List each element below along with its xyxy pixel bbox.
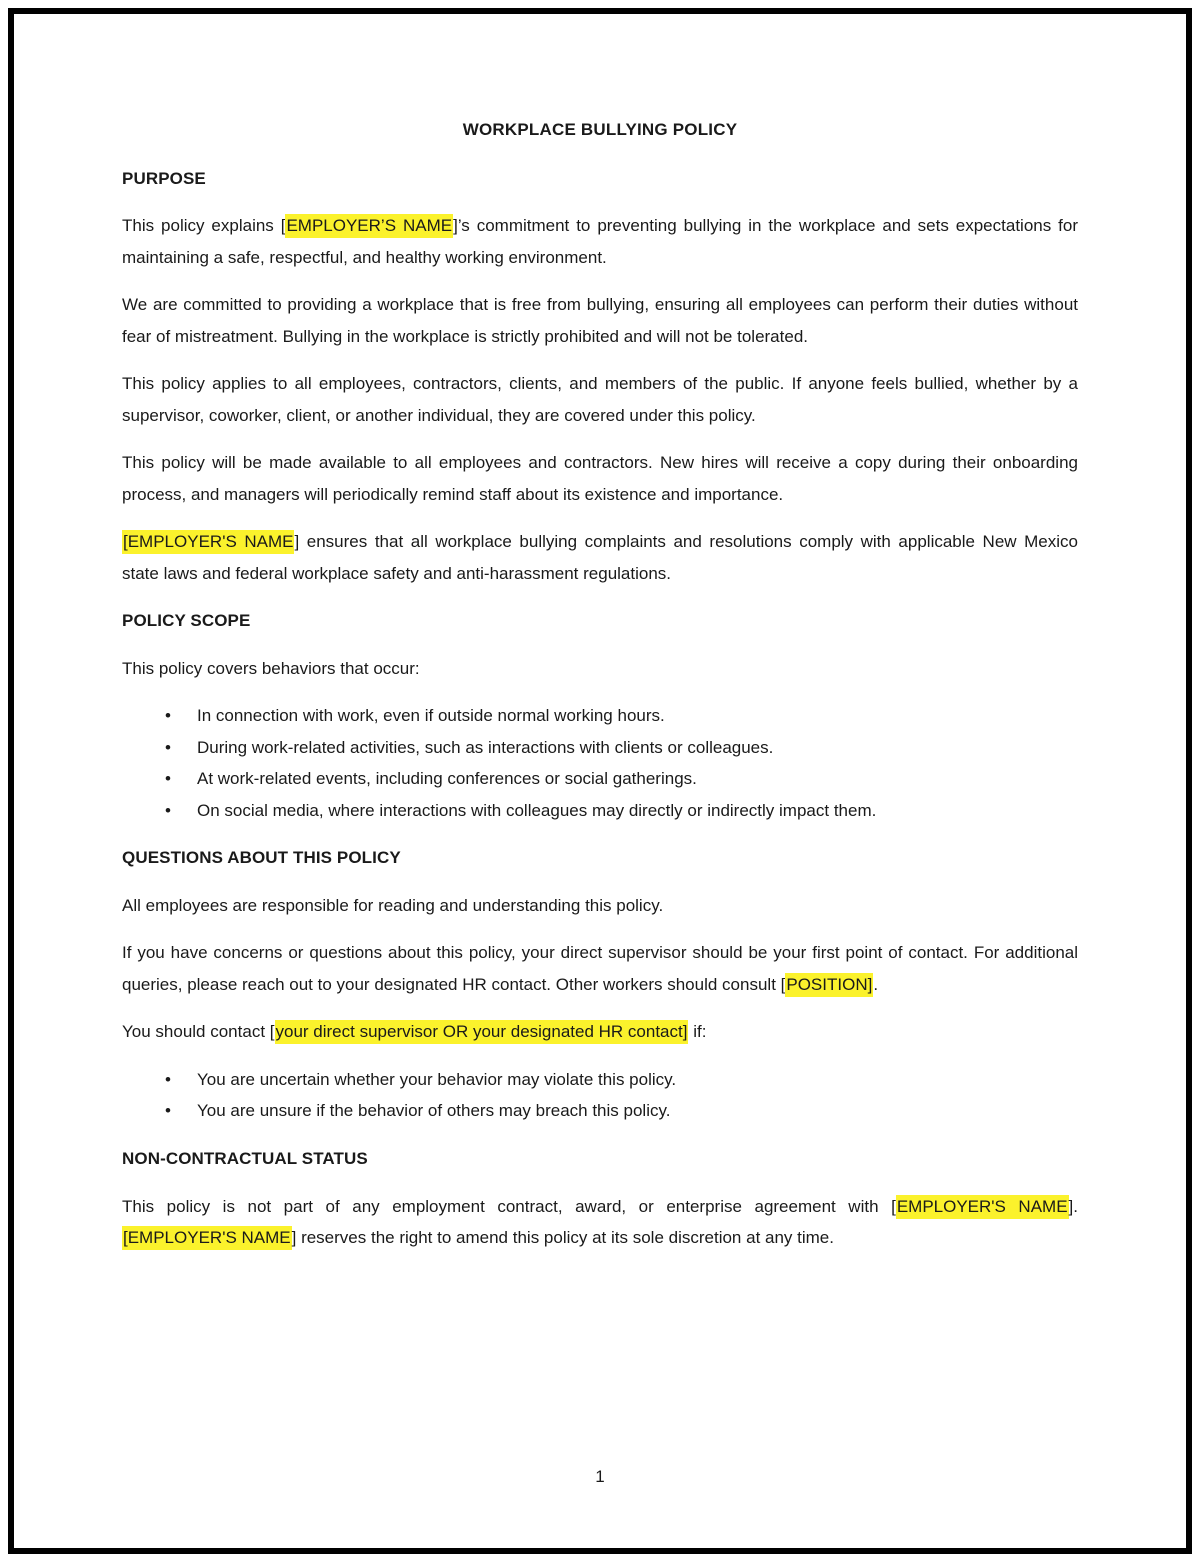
list-item: • At work-related events, including conferences or social gatherings. — [197, 763, 1078, 795]
list-item: • You are uncertain whether your behavior may violate this policy. — [197, 1064, 1078, 1096]
text-segment: This policy explains [ — [122, 216, 286, 235]
heading-policy-scope: POLICY SCOPE — [122, 611, 251, 630]
highlight-employers-name: EMPLOYER’S NAME — [285, 214, 453, 238]
purpose-paragraph-3: This policy applies to all employees, contractors, clients, and members of the public. If anyone feels bullied, whether by a supervisor, coworker, client, or another individual, they are covered under this policy. — [122, 374, 1078, 425]
document-page — [8, 8, 1192, 1554]
text-segment: If you have concerns or questions about this policy, your direct supervisor should be your first point of contact. For additional queries, please reach out to your designated HR contact. Other workers should consult [ — [122, 943, 1078, 994]
document-body — [14, 14, 1186, 1254]
purpose-paragraph-5 — [122, 526, 1078, 589]
list-item: • On social media, where interactions with colleagues may directly or indirectly impact them. — [197, 795, 1078, 827]
heading-questions: QUESTIONS ABOUT THIS POLICY — [122, 848, 401, 868]
highlight-employers-name: [EMPLOYER'S NAME — [122, 530, 294, 554]
questions-paragraph-1: All employees are responsible for reading and understanding this policy. — [122, 895, 664, 915]
questions-bullet-list — [122, 1064, 1078, 1127]
text-segment: You should contact [ — [122, 1022, 275, 1042]
text-segment: ] reserves the right to amend this policy at its sole discretion at any time. — [291, 1228, 834, 1248]
highlight-position: POSITION] — [785, 973, 873, 997]
list-item: • You are unsure if the behavior of others may breach this policy. — [197, 1095, 1078, 1127]
text-segment: This policy is not part of any employment contract, award, or enterprise agreement with [ — [122, 1196, 896, 1216]
purpose-paragraph-4: This policy will be made available to all employees and contractors. New hires will receive a copy during their onboarding process, and managers will periodically remind staff about its existence and importance. — [122, 453, 1078, 504]
list-item: • During work-related activities, such as interactions with clients or colleagues. — [197, 732, 1078, 764]
page-number: 1 — [595, 1466, 605, 1486]
highlight-employers-name: [EMPLOYER'S NAME — [122, 1226, 292, 1250]
highlight-employers-name: EMPLOYER'S NAME — [896, 1195, 1069, 1219]
questions-paragraph-2 — [122, 937, 1078, 1000]
scope-intro: This policy covers behaviors that occur: — [122, 658, 420, 678]
text-segment: . — [873, 974, 879, 994]
purpose-paragraph-1 — [122, 210, 1078, 273]
text-segment: if: — [688, 1022, 707, 1042]
non-contractual-paragraph — [122, 1191, 1078, 1254]
heading-purpose: PURPOSE — [122, 168, 206, 188]
heading-non-contractual: NON-CONTRACTUAL STATUS — [122, 1149, 368, 1169]
list-item: • In connection with work, even if outside normal working hours. — [197, 700, 1078, 732]
questions-paragraph-3 — [122, 1016, 1078, 1048]
text-segment: ] ensures that all workplace bullying complaints and resolutions comply with applicable New Mexico state laws and federal workplace safety and anti-harassment regulations. — [122, 532, 1078, 583]
scope-bullet-list — [122, 700, 1078, 826]
text-segment: ]. — [1068, 1196, 1078, 1216]
text-segment: ]’s commitment to preventing bullying in the workplace and sets expectations for maintaining a safe, respectful, and healthy working environment. — [122, 216, 1078, 267]
highlight-contact-options: your direct supervisor OR your designated HR contact] — [275, 1020, 689, 1044]
purpose-paragraph-2: We are committed to providing a workplace that is free from bullying, ensuring all employees can perform their duties without fear of mistreatment. Bullying in the workplace is strictly prohibited and will not be tolerated. — [122, 295, 1078, 346]
document-title: WORKPLACE BULLYING POLICY — [462, 120, 738, 139]
